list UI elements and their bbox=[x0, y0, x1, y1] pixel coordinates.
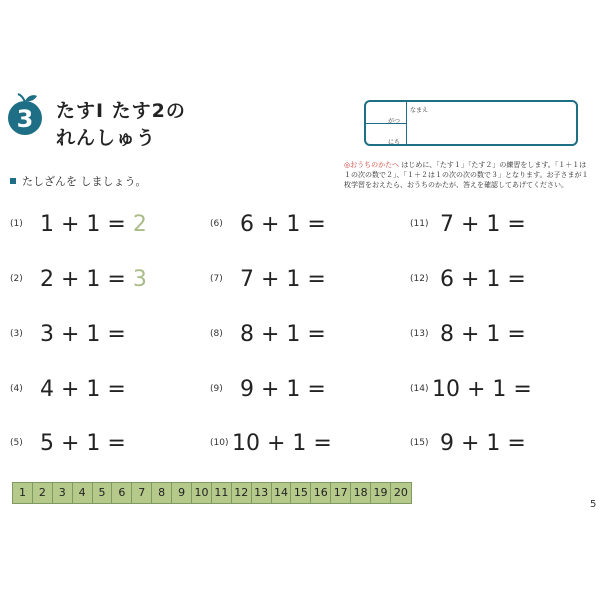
number-line-cell: 12 bbox=[232, 483, 252, 503]
number-line-cell: 10 bbox=[192, 483, 212, 503]
number-line-cell: 7 bbox=[132, 483, 152, 503]
number-line-cell: 11 bbox=[212, 483, 232, 503]
number-line-cell: 6 bbox=[112, 483, 132, 503]
page-title bbox=[56, 98, 186, 152]
number-line-cell: 4 bbox=[73, 483, 93, 503]
bullet-square-icon bbox=[10, 178, 16, 184]
problem-expression: 7 + 1 = bbox=[440, 212, 526, 237]
number-line-cell: 20 bbox=[391, 483, 411, 503]
problem-expression: 1 + 1 = bbox=[40, 212, 126, 237]
problem-answer[interactable]: 3 bbox=[132, 267, 147, 292]
problem-expression: 6 + 1 = bbox=[240, 212, 326, 237]
problem-expression: 6 + 1 = bbox=[440, 267, 526, 292]
problem-expression: 7 + 1 = bbox=[240, 267, 326, 292]
problem-expression: 9 + 1 = bbox=[440, 431, 526, 456]
problem-number: (12) bbox=[410, 274, 429, 284]
problem-number: (2) bbox=[10, 274, 23, 284]
problem-answer[interactable]: 2 bbox=[132, 212, 147, 237]
problem-expression: 4 + 1 = bbox=[40, 377, 126, 402]
number-line-cell: 5 bbox=[93, 483, 113, 503]
problem-number: (14) bbox=[410, 384, 429, 394]
problem-expression: 8 + 1 = bbox=[240, 322, 326, 347]
problem-expression: 5 + 1 = bbox=[40, 431, 126, 456]
number-line-cell: 13 bbox=[252, 483, 272, 503]
name-label: なまえ bbox=[410, 107, 429, 114]
number-line-cell: 3 bbox=[53, 483, 73, 503]
problem-number: (9) bbox=[210, 384, 223, 394]
problem-number: (1) bbox=[10, 219, 23, 229]
notes-heading: ◎おうちのかたへ bbox=[344, 161, 400, 169]
problem-expression: 2 + 1 = bbox=[40, 267, 126, 292]
problem-number: (3) bbox=[10, 329, 23, 339]
number-line-cell: 15 bbox=[291, 483, 311, 503]
number-line bbox=[12, 482, 412, 504]
problem-number: (15) bbox=[410, 438, 429, 448]
day-label: にち bbox=[388, 139, 401, 146]
number-line-cell: 14 bbox=[272, 483, 292, 503]
lesson-number: 3 bbox=[16, 105, 34, 133]
month-label: がつ bbox=[388, 118, 401, 125]
number-line-cell: 18 bbox=[351, 483, 371, 503]
problem-expression: 10 + 1 = bbox=[232, 431, 332, 456]
instruction bbox=[10, 173, 147, 189]
problem-number: (11) bbox=[410, 219, 429, 229]
title-line-2: れんしゅう bbox=[56, 127, 157, 149]
problem-number: (5) bbox=[10, 438, 23, 448]
notes-text: はじめに、「たす１」「たす２」の練習をします。「１＋１は１の次の数で２」、「１＋２は１の次の次の数で３」となります。お子さまが１枚学習をおえたら、おうちのかたが、答えを確認してあげてください。 bbox=[344, 161, 589, 189]
page-number: 5 bbox=[590, 499, 597, 510]
name-date-box[interactable] bbox=[364, 100, 578, 146]
problem-expression: 10 + 1 = bbox=[432, 377, 532, 402]
title-line-1: たすⅠ たす2の bbox=[56, 100, 186, 122]
problem-expression: 3 + 1 = bbox=[40, 322, 126, 347]
problem-number: (6) bbox=[210, 219, 223, 229]
problem-expression: 9 + 1 = bbox=[240, 377, 326, 402]
number-line-cell: 16 bbox=[311, 483, 331, 503]
instruction-text: たしざんを しましょう。 bbox=[22, 175, 147, 188]
number-line-cell: 17 bbox=[331, 483, 351, 503]
parent-notes bbox=[344, 160, 590, 190]
number-line-cell: 1 bbox=[13, 483, 33, 503]
problem-number: (13) bbox=[410, 329, 429, 339]
number-line-cell: 9 bbox=[172, 483, 192, 503]
problem-number: (7) bbox=[210, 274, 223, 284]
name-box-divider bbox=[406, 102, 407, 144]
number-line-cell: 2 bbox=[33, 483, 53, 503]
number-line-cell: 19 bbox=[371, 483, 391, 503]
problem-number: (4) bbox=[10, 384, 23, 394]
number-line-cell: 8 bbox=[152, 483, 172, 503]
problem-expression: 8 + 1 = bbox=[440, 322, 526, 347]
problem-number: (10) bbox=[210, 438, 229, 448]
problem-number: (8) bbox=[210, 329, 223, 339]
